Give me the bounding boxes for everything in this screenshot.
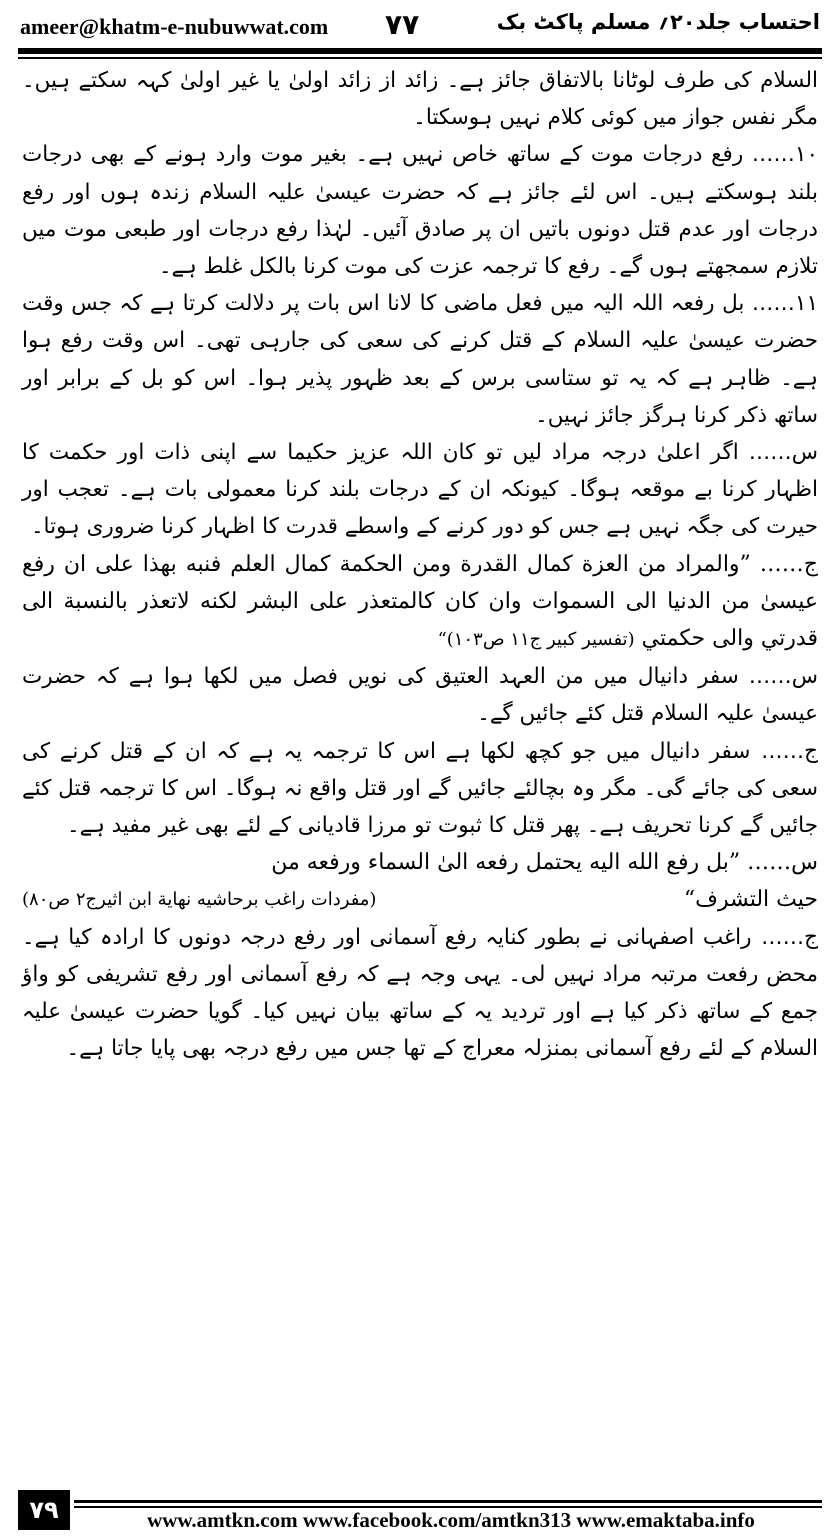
paragraph bbox=[22, 733, 818, 845]
paragraph bbox=[22, 434, 818, 546]
page-footer bbox=[18, 1490, 822, 1530]
paragraph-label: ج…… bbox=[761, 924, 818, 950]
arabic-quote bbox=[22, 844, 818, 881]
paragraph bbox=[22, 62, 818, 136]
paragraph-label: ج…… bbox=[759, 551, 818, 577]
paragraph-label: س…… bbox=[748, 440, 818, 466]
paragraph bbox=[22, 285, 818, 434]
arabic-quote bbox=[22, 546, 818, 659]
arabic-quote-reference: (مفردات راغب برحاشيه نهاية ابن اثيرج۲ ص۸۰) bbox=[22, 889, 377, 911]
header-book-title: احتساب جلد۲۰؍ مسلم پاکٹ بک bbox=[496, 10, 820, 34]
paragraph-text: سفر دانیال میں من العہد العتیق کی نویں فصل میں لکھا ہوا ہے کہ حضرت عیسیٰ علیہ السلام قتل کئے جائیں گے۔ bbox=[22, 664, 818, 727]
arabic-quote-text: ”والمراد من العزة كمال القدرة ومن الحكمة كمال العلم فنبه بهذا على ان رفع عيسىٰ من الدنيا الى السموات وان كان كالمتعذر على البشر لكنه لاتعذر بالنسبة الى قدرتي والى حكمتي bbox=[22, 551, 818, 652]
paragraph bbox=[22, 658, 818, 732]
arabic-quote-reference: (تفسیر کبیر ج۱۱ ص۱۰۳)“ bbox=[437, 629, 635, 651]
paragraph-text: بل رفعہ اللہ الیہ میں فعل ماضی کا لانا اس بات پر دلالت کرتا ہے کہ جس وقت حضرت عیسیٰ علیہ السلام کے قتل کرنے کی سعی کی جارہی تھی۔ اس وقت رفع ہوا ہے۔ ظاہر ہے کہ یہ تو ستاسی برس کے بعد ظہور پذیر ہوا۔ اس کو بل کے برابر اور ساتھ ذکر کرنا ہرگز جائز نہیں۔ bbox=[22, 291, 818, 428]
header-page-number: ۷۷ bbox=[385, 8, 420, 41]
paragraph-text: راغب اصفہانی نے بطور کنایہ رفع آسمانی اور رفع درجہ دونوں کا ارادہ کیا ہے۔ محض رفعت مرتبہ مراد نہیں لی۔ یہی وجہ ہے کہ رفع آسمانی اور رفع تشریفی کو واؤ جمع کے ساتھ ذکر کیا ہے اور تردید یہ کے ساتھ بیان نہیں کیا۔ گویا حضرت عیسیٰ علیہ السلام کے لئے رفع آسمانی بمنزلہ معراج کے تھا جس میں رفع درجہ بھی پایا جاتا ہے۔ bbox=[22, 924, 818, 1062]
paragraph bbox=[22, 919, 818, 1068]
paragraph-text: اگر اعلیٰ درجہ مراد لیں تو کان اللہ عزیز حکیما سے اپنی ذات اور حکمت کا اظہار کرنا بے موقعہ ہوگا۔ کیونکہ ان کے درجات بلند کرنا معمولی بات ہے۔ تعجب اور حیرت کی جگہ نہیں ہے جس کو دور کرنے کے واسطے قدرت کا اظہار کرنا ضروری ہوتا۔ bbox=[22, 440, 818, 540]
paragraph-label: ۱۰…… bbox=[751, 142, 818, 168]
paragraph-text: سفر دانیال میں جو کچھ لکھا ہے اس کا ترجمہ یہ ہے کہ ان کے قتل کرنے کی سعی کی جائے گی۔ مگر وہ بچالئے جائیں گے اور قتل واقع نہ ہوگا۔ اس کا ترجمہ قتل کئے جائیں گے کرنا تحریف ہے۔ پھر قتل کا ثبوت تو مرزا قادیانی کے لئے بھی غیر مفید ہے۔ bbox=[22, 738, 818, 839]
arabic-quote-text: ”بل رفع الله اليه يحتمل رفعه الىٰ السماء ورفعه من bbox=[271, 850, 741, 876]
arabic-quote-end-line bbox=[22, 881, 818, 918]
footer-page-number: ۷۹ bbox=[18, 1490, 70, 1530]
page-header bbox=[20, 8, 820, 48]
footer-rule-thick bbox=[74, 1500, 822, 1503]
paragraph bbox=[22, 136, 818, 285]
paragraph-text: السلام کی طرف لوٹانا بالاتفاق جائز ہے۔ زائد از زائد اولیٰ یا غیر اولیٰ کہہ سکتے ہیں۔ مگر نفس جواز میں کوئی کلام نہیں ہوسکتا۔ bbox=[22, 68, 818, 131]
header-rule-thick bbox=[18, 48, 822, 54]
arabic-quote-last-word: حيث التشرف“ bbox=[683, 887, 818, 913]
footer-links[interactable]: www.amtkn.com www.facebook.com/amtkn313 www.emaktaba.info bbox=[147, 1508, 755, 1532]
paragraph-label: ج…… bbox=[761, 738, 818, 764]
paragraph-label: ۱۱…… bbox=[751, 291, 818, 317]
paragraph-label: س…… bbox=[747, 850, 818, 876]
header-rule-thin bbox=[18, 57, 822, 59]
header-email[interactable]: ameer@khatm-e-nubuwwat.com bbox=[20, 14, 329, 39]
page-body bbox=[22, 62, 818, 1067]
paragraph-label: س…… bbox=[748, 664, 818, 690]
paragraph-text: رفع درجات موت کے ساتھ خاص نہیں ہے۔ بغیر موت وارد ہونے کے بھی درجات بلند ہوسکتے ہیں۔ اس لئے جائز ہے کہ حضرت عیسیٰ علیہ السلام زندہ ہوں اور رفع درجات اور عدم قتل دونوں باتیں ان پر صادق آئیں۔ لہٰذا رفع درجات اور طبعی موت میں تلازم سمجھتے ہوں گے۔ رفع کا ترجمہ عزت کی موت کرنا بالکل غلط ہے۔ bbox=[22, 142, 818, 280]
